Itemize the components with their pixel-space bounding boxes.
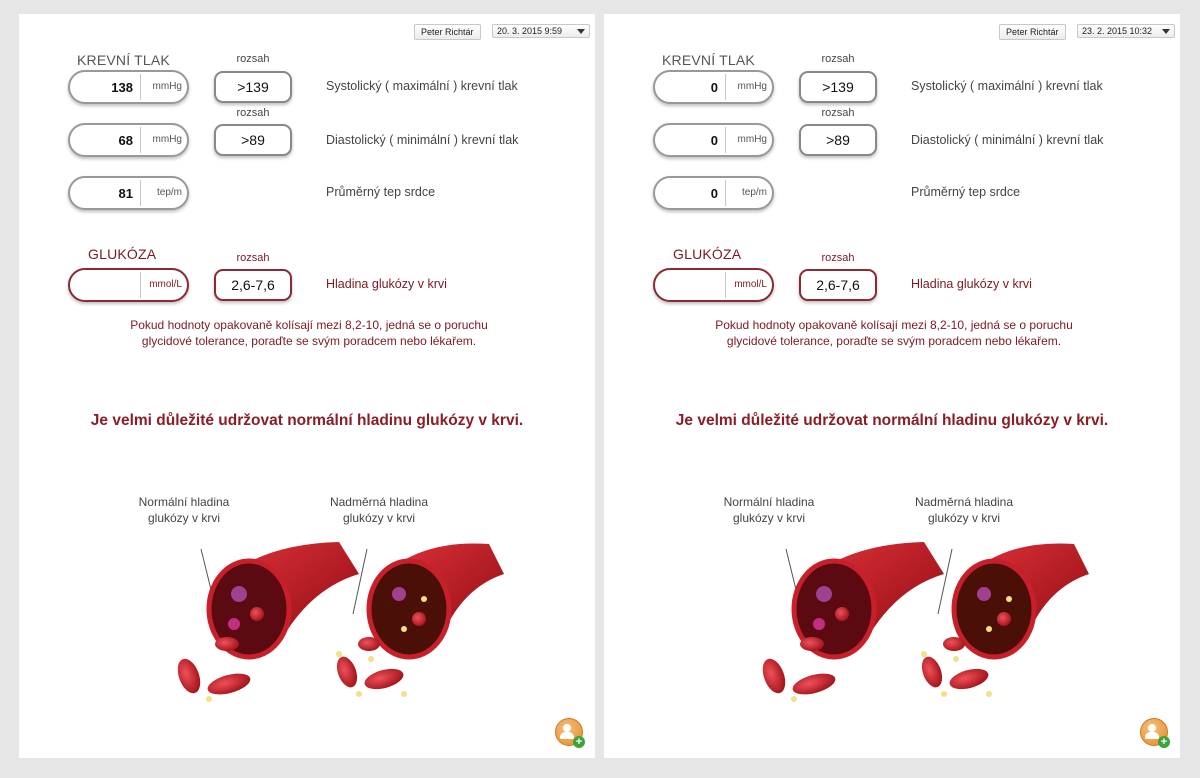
glucose-headline: Je velmi důležité udržovat normální hladinu glukózy v krvi. xyxy=(675,412,1109,429)
diastolic-input[interactable] xyxy=(653,123,774,157)
systolic-unit: mmHg xyxy=(737,81,767,92)
glucose-range-caption: rozsah xyxy=(821,252,855,264)
systolic-range-caption: rozsah xyxy=(236,53,270,65)
warning-line-1: Pokud hodnoty opakovaně kolísají mezi 8,2-10, jedná se o poruchu xyxy=(715,318,1073,332)
diastolic-description: Diastolický ( minimální ) krevní tlak xyxy=(911,133,1104,147)
diastolic-unit: mmHg xyxy=(737,134,767,145)
normal-label-line-2: glukózy v krvi xyxy=(147,511,221,525)
pulse-value: 0 xyxy=(710,186,718,201)
add-user-icon[interactable] xyxy=(1140,718,1168,746)
excess-label-line-1: Nadměrná hladina xyxy=(329,495,429,509)
glucose-headline: Je velmi důležité udržovat normální hladinu glukózy v krvi. xyxy=(90,412,524,429)
user-name-badge: Peter Richtár xyxy=(414,24,481,40)
systolic-range-caption: rozsah xyxy=(821,53,855,65)
user-body-shape xyxy=(1145,732,1159,739)
systolic-range: >139 xyxy=(799,71,877,103)
pulse-description: Průměrný tep srdce xyxy=(911,185,1021,199)
pulse-input[interactable] xyxy=(653,176,774,210)
glucose-description: Hladina glukózy v krvi xyxy=(326,277,447,291)
systolic-input[interactable] xyxy=(653,70,774,104)
glucose-warning xyxy=(79,317,539,349)
date-select-value: 23. 2. 2015 10:32 xyxy=(1082,26,1153,36)
glucose-unit: mmol/L xyxy=(149,279,182,290)
systolic-value: 0 xyxy=(710,80,718,95)
blood-vessel-illustration xyxy=(109,494,509,724)
glucose-input[interactable] xyxy=(68,268,189,302)
pulse-unit: tep/m xyxy=(741,187,767,198)
diastolic-description: Diastolický ( minimální ) krevní tlak xyxy=(326,133,519,147)
pulse-input[interactable] xyxy=(68,176,189,210)
plus-icon: + xyxy=(573,736,585,748)
add-user-icon[interactable] xyxy=(555,718,583,746)
systolic-description: Systolický ( maximální ) krevní tlak xyxy=(326,79,518,93)
record-panel-left xyxy=(19,14,595,758)
diastolic-range: >89 xyxy=(799,124,877,156)
blood-pressure-title: KREVNÍ TLAK xyxy=(77,52,170,68)
warning-line-2: glycidové tolerance, poraďte se svým poradcem nebo lékařem. xyxy=(141,334,477,348)
warning-line-2: glycidové tolerance, poraďte se svým poradcem nebo lékařem. xyxy=(726,334,1062,348)
glucose-title: GLUKÓZA xyxy=(88,246,157,262)
pulse-unit: tep/m xyxy=(156,187,182,198)
glucose-range-caption: rozsah xyxy=(236,252,270,264)
blood-vessel-illustration xyxy=(694,494,1094,724)
systolic-unit: mmHg xyxy=(152,81,182,92)
systolic-input[interactable] xyxy=(68,70,189,104)
excess-label-line-2: glukózy v krvi xyxy=(927,511,1001,525)
pulse-description: Průměrný tep srdce xyxy=(326,185,436,199)
normal-label-line-2: glukózy v krvi xyxy=(732,511,806,525)
chevron-down-icon[interactable] xyxy=(577,29,585,34)
user-head-shape xyxy=(1148,724,1156,732)
glucose-description: Hladina glukózy v krvi xyxy=(911,277,1032,291)
glucose-input[interactable] xyxy=(653,268,774,302)
diastolic-input[interactable] xyxy=(68,123,189,157)
excess-label-line-1: Nadměrná hladina xyxy=(914,495,1014,509)
blood-vessel-drawing xyxy=(109,494,509,724)
warning-line-1: Pokud hodnoty opakovaně kolísají mezi 8,2-10, jedná se o poruchu xyxy=(130,318,488,332)
user-body-shape xyxy=(560,732,574,739)
chevron-down-icon[interactable] xyxy=(1162,29,1170,34)
date-select[interactable] xyxy=(492,24,590,38)
user-head-shape xyxy=(563,724,571,732)
diastolic-unit: mmHg xyxy=(152,134,182,145)
normal-label-line-1: Normální hladina xyxy=(723,495,815,509)
diastolic-value: 0 xyxy=(710,133,718,148)
date-select-value: 20. 3. 2015 9:59 xyxy=(497,26,563,36)
blood-vessel-drawing xyxy=(694,494,1094,724)
excess-label-line-2: glukózy v krvi xyxy=(342,511,416,525)
systolic-description: Systolický ( maximální ) krevní tlak xyxy=(911,79,1103,93)
diastolic-range-caption: rozsah xyxy=(821,107,855,119)
glucose-warning xyxy=(664,317,1124,349)
systolic-range: >139 xyxy=(214,71,292,103)
glucose-range: 2,6-7,6 xyxy=(799,269,877,301)
plus-icon: + xyxy=(1158,736,1170,748)
record-panel-right xyxy=(604,14,1180,758)
blood-pressure-title: KREVNÍ TLAK xyxy=(662,52,755,68)
diastolic-range: >89 xyxy=(214,124,292,156)
systolic-value: 138 xyxy=(111,80,133,95)
glucose-title: GLUKÓZA xyxy=(673,246,742,262)
normal-label-line-1: Normální hladina xyxy=(138,495,230,509)
glucose-unit: mmol/L xyxy=(734,279,767,290)
user-name-badge: Peter Richtár xyxy=(999,24,1066,40)
glucose-range: 2,6-7,6 xyxy=(214,269,292,301)
diastolic-range-caption: rozsah xyxy=(236,107,270,119)
pulse-value: 81 xyxy=(118,186,133,201)
diastolic-value: 68 xyxy=(118,133,133,148)
date-select[interactable] xyxy=(1077,24,1175,38)
